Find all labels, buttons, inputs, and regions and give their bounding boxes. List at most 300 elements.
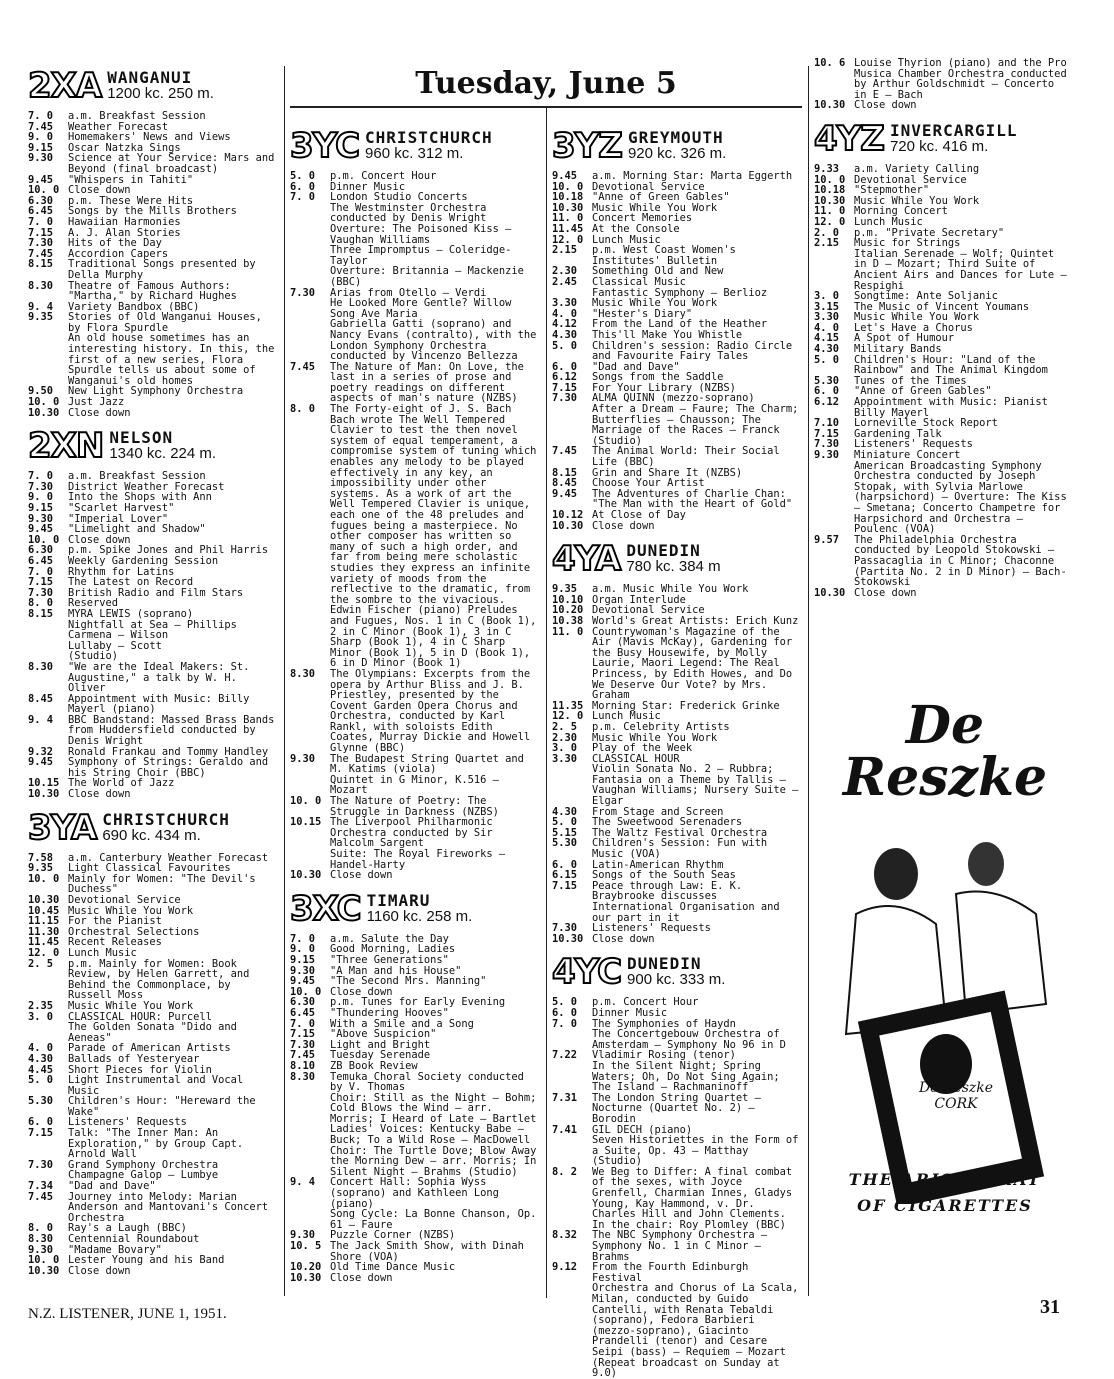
page-number: 31: [1040, 1296, 1060, 1318]
station-callsign: 2XA: [28, 66, 102, 106]
programme-item: [814, 588, 1070, 599]
station-callsign: 3YA: [28, 807, 97, 848]
programme-time: 7.22: [552, 1049, 578, 1062]
programme-time: 9.30: [290, 1229, 316, 1242]
station-city: GREYMOUTH: [627, 128, 724, 147]
programme-title: Seven Historiettes in the Form of a Suite, Op. 43 — Matthay (Studio): [592, 1134, 799, 1168]
programme-title: Hits of the Day: [68, 237, 162, 250]
programme-time: [552, 404, 592, 446]
programme-time: 2.45: [552, 275, 578, 288]
programme-time: 7.10: [814, 417, 840, 430]
programme-title: a.m. Salute the Day: [330, 932, 449, 945]
programme-item: [552, 521, 802, 532]
programme-time: 5. 0: [552, 816, 578, 829]
programme-title: Parade of American Artists: [68, 1042, 231, 1055]
programme-title: Choir: The Turtle Dove; Blow Away the Morning Dew — arr. Morris; In Silent Night — Brahms (Studio): [330, 1144, 537, 1178]
programme-time: 6.30: [28, 544, 54, 557]
station-header: [290, 126, 540, 166]
programme-title: Music While You Work: [854, 194, 980, 207]
programme-title: Choir: Still as the Night — Bohm; Cold Blows the Wind — arr. Morris; I Heard of Late — Bartlet: [330, 1091, 537, 1125]
programme-item: [28, 641, 278, 652]
programme-item: [290, 298, 540, 319]
programme-item: [552, 1093, 802, 1125]
programme-time: 6.30: [290, 996, 316, 1009]
programme-item: [290, 1008, 540, 1019]
programme-item: [552, 330, 802, 341]
programme-title: MYRA LEWIS (soprano): [68, 607, 194, 620]
programme-time: [290, 245, 330, 266]
programme-title: p.m. Celebrity Artists: [592, 720, 730, 733]
station-info: [107, 70, 214, 101]
programme-item: [28, 1054, 278, 1065]
station-frequency: 780 kc. 384 m: [626, 558, 721, 576]
programme-title: With a Smile and a Song: [330, 1017, 474, 1030]
programme-time: 9.12: [552, 1261, 578, 1274]
programme-time: 7.15: [28, 576, 54, 589]
programme-item: [28, 789, 278, 800]
programme-item: [290, 1124, 540, 1145]
programme-item: [552, 1283, 802, 1357]
programme-time: 7.45: [552, 445, 578, 458]
programme-time: 7.15: [28, 226, 54, 239]
programme-time: 11.15: [28, 915, 60, 928]
programme-time: 7.30: [814, 438, 840, 451]
programme-time: 9. 0: [290, 943, 316, 956]
programme-item: [552, 881, 802, 923]
programme-title: Close down: [330, 869, 393, 882]
programme-time: 7.45: [28, 120, 54, 133]
programme-time: 7.15: [552, 381, 578, 394]
programme-time: 4. 0: [552, 307, 578, 320]
programme-title: The Nature of Poetry: The Struggle in Darkness (NZBS): [330, 795, 499, 818]
programme-title: "Limelight and Shadow": [68, 523, 206, 536]
programme-title: "Above Suspicion": [330, 1028, 437, 1041]
programme-item: [28, 556, 278, 567]
programme-title: The Olympians: Excerpts from the opera by Arthur Bliss and J. B. Priestley, presented by the Covent Garden Opera Chorus and Orchestra, conducted by Karl Rankl, with soloists Edith Coates, Murray Dickie and Howell Glynne (BBC): [330, 667, 531, 755]
station-city: TIMARU: [366, 890, 431, 910]
programme-item: [290, 1146, 540, 1178]
programme-time: 6.45: [28, 554, 54, 567]
programme-title: Close down: [330, 985, 393, 998]
programme-item: [28, 1128, 278, 1160]
programme-title: An old house sometimes has an interesting history. In this, the first of a new series, Flora Spurdle tells us about some of Wanganui's old homes: [68, 332, 275, 387]
programme-item: [552, 923, 802, 934]
programme-title: Close down: [854, 586, 917, 599]
programme-time: [28, 620, 68, 631]
programme-title: Light Classical Favourites: [68, 862, 231, 875]
programme-title: p.m. These Were Hits: [68, 194, 194, 207]
programme-title: Centennial Roundabout: [68, 1233, 200, 1245]
programme-time: [290, 415, 330, 606]
programme-item: [28, 281, 278, 302]
programme-time: 10. 0: [552, 180, 584, 193]
programme-item: [290, 1072, 540, 1093]
programme-time: 10.30: [552, 932, 584, 945]
programme-title: Latin-American Rhythm: [592, 858, 724, 871]
programme-item: [28, 694, 278, 715]
programme-title: Reserved: [68, 597, 119, 610]
programme-time: 10.12: [552, 509, 584, 521]
programme-title: The Latest on Record: [68, 576, 194, 589]
programme-item: [552, 1167, 802, 1231]
programme-item: [290, 1093, 540, 1125]
station-callsign: 4YZ: [814, 118, 884, 159]
programme-title: Let's Have a Chorus: [854, 321, 973, 334]
programme-item: [28, 1266, 278, 1277]
programme-time: 9.30: [28, 152, 54, 165]
programme-title: Listeners' Requests: [854, 438, 973, 451]
programme-time: 6.45: [28, 205, 54, 218]
programme-title: District Weather Forecast: [68, 480, 225, 493]
column-rule: [546, 108, 547, 1298]
programme-time: 7. 0: [28, 565, 54, 578]
programme-title: Nightfall at Sea — Phillips: [68, 618, 237, 631]
programme-time: 6.45: [290, 1006, 316, 1019]
programme-item: [552, 1358, 802, 1379]
programme-title: Lunch Music: [854, 215, 923, 228]
programme-item: [552, 510, 802, 521]
programme-title: Children's Hour: "Land of the Rainbow" and The Animal Kingdom: [854, 353, 1048, 377]
programme-title: Overture: Britannia — Mackenzie (BBC): [330, 265, 524, 288]
programme-time: 9.32: [28, 745, 54, 758]
station-callsign: 4YC: [552, 952, 622, 993]
programme-title: New Light Symphony Orchestra: [68, 385, 244, 398]
programme-time: 11.35: [552, 699, 584, 712]
station-3yz: [552, 126, 802, 532]
programme-time: 7. 0: [290, 932, 316, 945]
programme-time: 8.15: [552, 466, 578, 479]
programme-time: 4.30: [28, 1052, 54, 1065]
programme-time: 9.15: [28, 502, 54, 514]
programme-title: (Repeat broadcast on Sunday at 9.0): [592, 1356, 780, 1379]
programme-title: Peace through Law: E. K. Braybrooke discusses International Organisation and our part in it: [592, 879, 780, 924]
programme-title: The Nature of Man: On Love, the last in a series of prose and poetry readings on different aspects of man's nature (NZBS): [330, 360, 524, 405]
programme-item: [814, 418, 1070, 429]
programme-time: 7.30: [28, 1158, 54, 1171]
programme-title: CLASSICAL HOUR: [592, 752, 680, 765]
programme-title: Louise Thyrion (piano) and the Pro Musica Chamber Orchestra conducted by Arthur Goldschmidt — Concerto in E — Bach: [854, 57, 1067, 101]
programme-time: [290, 203, 330, 224]
programme-time: 7.15: [814, 427, 840, 440]
programme-time: 4.45: [28, 1063, 54, 1076]
programme-item: [290, 203, 540, 224]
programme-title: At Close of Day: [592, 509, 686, 521]
programme-title: Lunch Music: [592, 710, 661, 723]
programme-time: 6. 0: [814, 385, 840, 398]
programme-time: 4.30: [814, 343, 840, 356]
programme-item: [28, 386, 278, 397]
station-header: [814, 118, 1070, 159]
column-rule: [284, 66, 285, 1296]
programme-title: A. J. Alan Stories: [68, 226, 181, 239]
programme-time: 9.35: [28, 862, 54, 875]
programme-time: 7.30: [28, 237, 54, 250]
programme-title: The Animal World: Their Social Life (BBC): [592, 445, 780, 469]
programme-item: [28, 1001, 278, 1012]
programme-item: [28, 408, 278, 419]
programme-item: [28, 1075, 278, 1096]
programme-time: 10.15: [290, 816, 322, 829]
programme-time: [814, 461, 854, 535]
programme-title: Champagne Galop — Lumbye: [68, 1169, 219, 1182]
programme-time: 2. 5: [28, 957, 54, 970]
programme-title: Classical Music: [592, 275, 686, 288]
programme-title: "Anne of Green Gables": [854, 385, 992, 398]
programme-item: [814, 217, 1070, 228]
programme-item: [290, 817, 540, 849]
programme-time: [290, 775, 330, 796]
programme-title: "Madame Bovary": [68, 1243, 162, 1256]
programme-time: 6.12: [814, 396, 840, 409]
programme-item: [290, 245, 540, 266]
programme-title: Something Old and New: [592, 265, 724, 278]
programme-title: Carmena — Wilson: [68, 629, 169, 642]
programme-time: 9.45: [552, 487, 578, 500]
programme-item: [28, 948, 278, 959]
programme-title: Suite: The Royal Fireworks — Handel-Harty: [330, 848, 506, 871]
programme-time: 10. 0: [814, 173, 846, 186]
column-4: [814, 58, 1070, 598]
programme-title: The London String Quartet — Nocturne (Quartet No. 2) — Borodin: [592, 1091, 761, 1125]
programme-time: 8.32: [552, 1229, 578, 1242]
programme-title: Grin and Share It (NZBS): [592, 466, 743, 479]
station-info: [109, 430, 216, 461]
programme-title: Close down: [330, 1271, 393, 1284]
programme-time: 4.15: [814, 332, 840, 345]
programme-time: 9.30: [290, 964, 316, 977]
programme-time: [552, 1358, 592, 1379]
programme-time: 8.15: [28, 258, 54, 271]
programme-title: American Broadcasting Symphony Orchestra conducted by Joseph Stopak, with Sylvia Marlowe (harpsichord) — Overture: The Kiss — Smetana; Concerto Champetre for Harpsichord and Orchestra — Poulenc (VOA): [854, 459, 1067, 536]
station-4yc: [552, 952, 802, 1379]
programme-item: [814, 333, 1070, 344]
programme-title: Light and Bright: [330, 1038, 431, 1051]
programme-time: 8. 0: [290, 403, 316, 416]
programme-title: Bach wrote The Well Tempered Clavier to test the then novel system of equal temperament, a compromise system of tuning which enables any melody to be played effectively in any key, an impossibility under other systems. As a work of art the Well Tempered Clavier is unique, each one of the 48 preludes and fugues being a masterpiece. No other composer has written so many of such a high order, and far from being mere scholastic studies they express an infinite variety of moods from the reflective to the dramatic, from the sombre to the vivacious.: [330, 413, 537, 606]
programme-time: 10.30: [28, 406, 60, 419]
programme-title: Morning Concert: [854, 205, 948, 218]
programme-title: "Hester's Diary": [592, 307, 693, 320]
programme-title: Arias from Otello — Verdi: [330, 286, 487, 299]
programme-item: [552, 1135, 802, 1167]
programme-title: (Studio): [68, 650, 119, 663]
programme-time: [552, 1283, 592, 1357]
programme-title: Good Morning, Ladies: [330, 943, 456, 956]
programme-time: [552, 1029, 592, 1050]
programme-title: He Looked More Gentle? Willow Song Ave Maria: [330, 297, 512, 320]
programme-item: [552, 722, 802, 733]
programme-time: 3. 0: [28, 1010, 54, 1023]
programme-title: Organ Interlude: [592, 593, 686, 606]
programme-title: The Music of Vincent Youmans: [854, 300, 1030, 313]
programme-item: [28, 259, 278, 280]
programme-title: Play of the Week: [592, 742, 693, 755]
programme-title: World's Great Artists: Erich Kunz: [592, 614, 799, 627]
programme-time: 9.30: [290, 752, 316, 765]
programme-title: The Budapest String Quartet and M. Katims (viola): [330, 752, 524, 776]
programme-time: 10.18: [814, 184, 846, 197]
programme-title: Violin Sonata No. 2 — Rubbra; Fantasia on a Theme by Tallis — Vaughan Williams; Nursery Suite — Elgar: [592, 763, 799, 808]
programme-title: Music for Strings: [854, 237, 961, 250]
station-info: [626, 543, 720, 574]
programme-title: Science at Your Service: Mars and Beyond (final broadcast): [68, 152, 275, 175]
programme-title: p.m. Concert Hour: [330, 170, 437, 182]
programme-item: [814, 355, 1070, 376]
station-4yz: [814, 58, 1070, 598]
programme-item: [552, 627, 802, 701]
programme-title: Short Pieces for Violin: [68, 1063, 212, 1076]
programme-time: 5. 0: [814, 353, 840, 366]
programme-time: 10.20: [290, 1261, 322, 1274]
programme-time: 9.45: [28, 523, 54, 536]
station-info: [365, 130, 493, 161]
programme-time: 7. 0: [28, 470, 54, 483]
programme-title: Close down: [68, 788, 131, 801]
programme-time: 8.30: [290, 667, 316, 680]
programme-item: [28, 333, 278, 386]
station-info: [366, 890, 473, 925]
programme-item: [290, 224, 540, 245]
station-city: CHRISTCHURCH: [365, 128, 493, 147]
programme-item: [552, 404, 802, 446]
programme-title: Lester Young and his Band: [68, 1254, 225, 1267]
programme-title: Vladimir Rosing (tenor): [592, 1049, 736, 1062]
column-2: [290, 118, 540, 1283]
programme-item: [290, 1262, 540, 1273]
programme-time: 4. 0: [28, 1042, 54, 1055]
station-3yc: [290, 126, 540, 882]
programme-title: The Golden Sonata "Dido and Aeneas": [68, 1021, 237, 1044]
programme-title: a.m. Breakfast Session: [68, 110, 206, 122]
programme-title: Concert Hall: Sophia Wyss (soprano) and Kathleen Long (piano): [330, 1176, 499, 1210]
programme-time: 5.15: [552, 826, 578, 839]
programme-item: [290, 669, 540, 754]
programme-item: [28, 757, 278, 778]
station-city: WANGANUI: [107, 68, 193, 87]
programme-title: Three Impromptus — Coleridge-Taylor: [330, 244, 512, 267]
station-city: NELSON: [109, 428, 174, 448]
programme-title: "We are the Ideal Makers: St. Augustine," a talk by W. H. Oliver: [68, 660, 250, 695]
programme-time: 12. 0: [28, 946, 60, 959]
programme-time: 2. 5: [552, 720, 578, 733]
programme-title: Miniature Concert: [854, 449, 961, 461]
programme-item: [28, 959, 278, 1001]
programme-title: Music While You Work: [592, 297, 718, 310]
programme-title: Journey into Melody: Marian Anderson and Mantovani's Concert Orchestra: [68, 1190, 269, 1224]
programme-time: 7.45: [28, 247, 54, 260]
programme-time: 7.30: [552, 392, 578, 405]
programme-item: [552, 934, 802, 945]
programme-title: Concert Memories: [592, 212, 693, 225]
programme-time: 9. 4: [28, 300, 54, 313]
programme-time: 2.30: [552, 265, 578, 278]
programme-time: 9.45: [28, 173, 54, 186]
programme-item: [290, 870, 540, 881]
station-info: [627, 956, 725, 987]
programme-time: 10.30: [28, 1264, 60, 1277]
programme-item: [552, 764, 802, 806]
programme-title: Old Time Dance Music: [330, 1261, 456, 1274]
programme-title: p.m. Tunes for Early Evening: [330, 996, 506, 1009]
programme-item: [28, 778, 278, 789]
programme-title: Weather Forecast: [68, 120, 169, 133]
programme-title: Close down: [68, 1264, 131, 1277]
programme-title: Lunch Music: [592, 233, 661, 246]
programme-title: Songtime: Ante Soljanic: [854, 290, 998, 303]
programme-title: The Waltz Festival Orchestra: [592, 826, 768, 839]
programme-time: 7.30: [290, 1038, 316, 1051]
advert-tagline-2: OF CIGARETTES: [857, 1196, 1033, 1215]
programme-time: 8.10: [290, 1059, 316, 1072]
station-2xn: [28, 426, 278, 801]
programme-item: [290, 754, 540, 775]
station-frequency: 920 kc. 326 m.: [627, 145, 727, 162]
programme-item: [28, 588, 278, 599]
programme-title: "The Second Mrs. Manning": [330, 975, 487, 988]
programme-time: [290, 1146, 330, 1178]
programme-title: The Forty-eight of J. S. Bach: [330, 403, 512, 416]
programme-title: "Whispers in Tahiti": [68, 173, 194, 186]
programme-item: [552, 1029, 802, 1050]
programme-time: 3.30: [814, 311, 840, 324]
programme-title: "A Man and his House": [330, 964, 462, 977]
advert-pack-text: De Reszke CORK: [918, 1080, 994, 1112]
programme-time: 10.30: [814, 99, 846, 112]
programme-item: [290, 605, 540, 669]
programme-time: 5. 0: [552, 339, 578, 352]
programme-time: 7.41: [552, 1123, 578, 1136]
programme-title: Accordion Capers: [68, 247, 169, 260]
programme-item: [28, 217, 278, 228]
programme-title: Edwin Fischer (piano) Preludes and Fugues, Nos. 1 in C (Book 1), 2 in C Minor (Book 1), 3 in C Sharp (Book 1), 4 in C Sharp Minor (Book 1), 5 in D (Book 1), 6 in D Minor (Book 1): [330, 604, 537, 670]
programme-time: [814, 249, 854, 291]
programme-time: 7. 0: [290, 1017, 316, 1030]
programme-title: Dinner Music: [592, 1006, 668, 1019]
programme-time: 10.18: [552, 191, 584, 204]
programme-time: 10. 0: [290, 985, 322, 998]
programme-title: After a Dream — Faure; The Charm; Butterflies — Chausson; The Marriage of the Races — Franck (Studio): [592, 403, 799, 447]
programme-item: [290, 362, 540, 404]
programme-time: [290, 1124, 330, 1145]
programme-title: "Stepmother": [854, 184, 930, 197]
programme-time: 4. 0: [814, 321, 840, 334]
programme-item: [552, 616, 802, 627]
programme-time: 6.15: [552, 869, 578, 882]
programme-time: 9. 0: [28, 131, 54, 144]
programme-time: 10. 0: [28, 396, 60, 409]
station-info: [102, 809, 230, 844]
programme-title: Song Cycle: La Bonne Chanson, Op. 61 — Faure: [330, 1208, 537, 1231]
programme-time: 6. 0: [552, 858, 578, 871]
programme-title: Ballads of Yesteryear: [68, 1052, 200, 1065]
programme-title: We Beg to Differ: A final combat of the sexes, with Joyce Grenfell, Charmian Innes, Gladys Young, Kay Hammond, v. Dr. Charles Hill and John Clements. In the chair: Roy Plomley (BBC): [592, 1165, 793, 1231]
programme-item: [290, 171, 540, 182]
programme-item: [290, 266, 540, 287]
programme-time: 10.30: [552, 201, 584, 214]
programme-title: The Philadelphia Orchestra conducted by Leopold Stokowski — Passacaglia in C Minor; Chaconne (Partita No. 2 in D Minor) — Bach-Stokowski: [854, 533, 1067, 589]
programme-time: 11.30: [28, 925, 60, 938]
programme-item: [290, 976, 540, 987]
programme-title: A Spot of Humour: [854, 332, 955, 345]
programme-item: [290, 1061, 540, 1072]
programme-time: 3.30: [552, 752, 578, 765]
programme-time: 7.34: [28, 1180, 54, 1193]
programme-time: 3.30: [552, 297, 578, 310]
programme-time: [290, 266, 330, 287]
programme-time: 9.33: [814, 162, 840, 175]
programme-title: Listeners' Requests: [68, 1116, 187, 1129]
programme-title: Rhythm for Latins: [68, 565, 175, 578]
